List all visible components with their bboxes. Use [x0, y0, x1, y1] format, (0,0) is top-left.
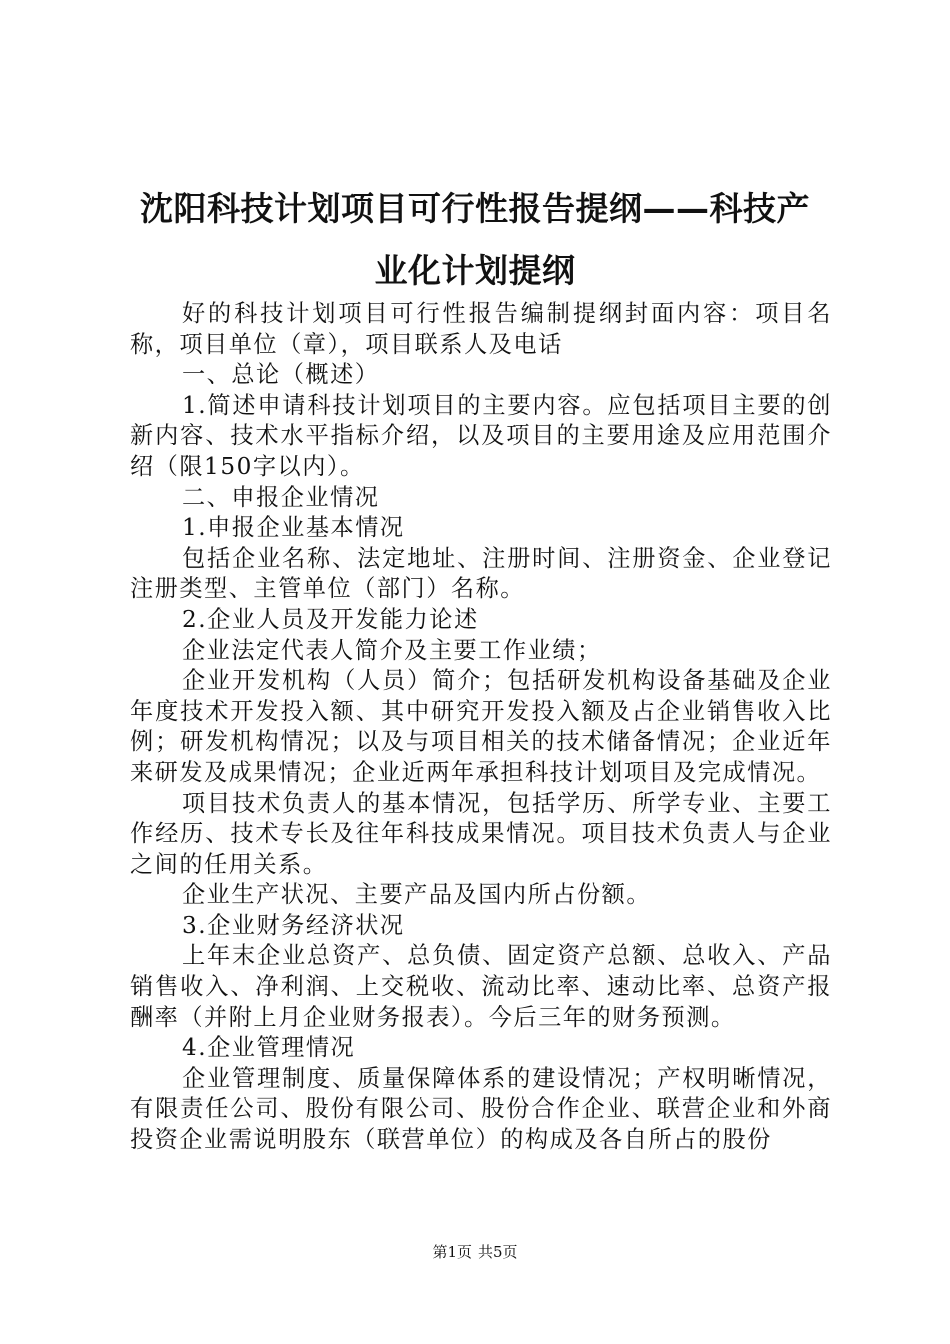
page-number: 第1页 [432, 1243, 472, 1261]
title-line-1: 沈阳科技计划项目可行性报告提纲——科技产 [140, 189, 810, 228]
page-footer [0, 1241, 950, 1262]
paragraph-project-summary: 1.简述申请科技计划项目的主要内容。应包括项目主要的创新内容、技术水平指标介绍，以及项目的主要用途及应用范围介绍（限150字以内）。 [130, 391, 832, 480]
paragraph-basic-info: 包括企业名称、法定地址、注册时间、注册资金、企业登记注册类型、主管单位（部门）名称。 [130, 544, 832, 603]
paragraph-management: 企业管理制度、质量保障体系的建设情况；产权明晰情况，有限责任公司、股份有限公司、股份合作企业、联营企业和外商投资企业需说明股东（联营单位）的构成及各自所占的股份 [130, 1064, 832, 1154]
page-total: 共5页 [478, 1243, 518, 1261]
heading-2-3: 3.企业财务经济状况 [182, 911, 405, 939]
paragraph-finance: 上年末企业总资产、总负债、固定资产总额、总收入、产品销售收入、净利润、上交税收、流动比率、速动比率、总资产报酬率（并附上月企业财务报表）。今后三年的财务预测。 [130, 942, 832, 1031]
heading-2-4: 4.企业管理情况 [182, 1034, 356, 1062]
title-line-2: 业化计划提纲 [374, 251, 576, 290]
heading-2-1: 1.申报企业基本情况 [182, 514, 405, 542]
paragraph-cover-content: 好的科技计划项目可行性报告编制提纲封面内容：项目名称，项目单位（章），项目联系人及电话 [130, 300, 832, 358]
heading-2-2: 2.企业人员及开发能力论述 [182, 605, 479, 633]
heading-section-1: 一、总论（概述） [182, 361, 380, 389]
paragraph-rd-org: 企业开发机构（人员）简介；包括研发机构设备基础及企业年度技术开发投入额、其中研究开发投入额及占企业销售收入比例；研发机构情况；以及与项目相关的技术储备情况；企业近年来研发及成果情况；企业近两年承担科技计划项目及完成情况。 [130, 667, 832, 786]
document-body [130, 299, 832, 1156]
heading-section-2: 二、申报企业情况 [182, 483, 380, 511]
paragraph-legal-rep: 企业法定代表人简介及主要工作业绩； [182, 636, 602, 664]
document-title [118, 178, 832, 302]
paragraph-tech-lead: 项目技术负责人的基本情况，包括学历、所学专业、主要工作经历、技术专长及往年科技成果情况。项目技术负责人与企业之间的任用关系。 [130, 789, 832, 878]
paragraph-production: 企业生产状况、主要产品及国内所占份额。 [182, 881, 652, 909]
